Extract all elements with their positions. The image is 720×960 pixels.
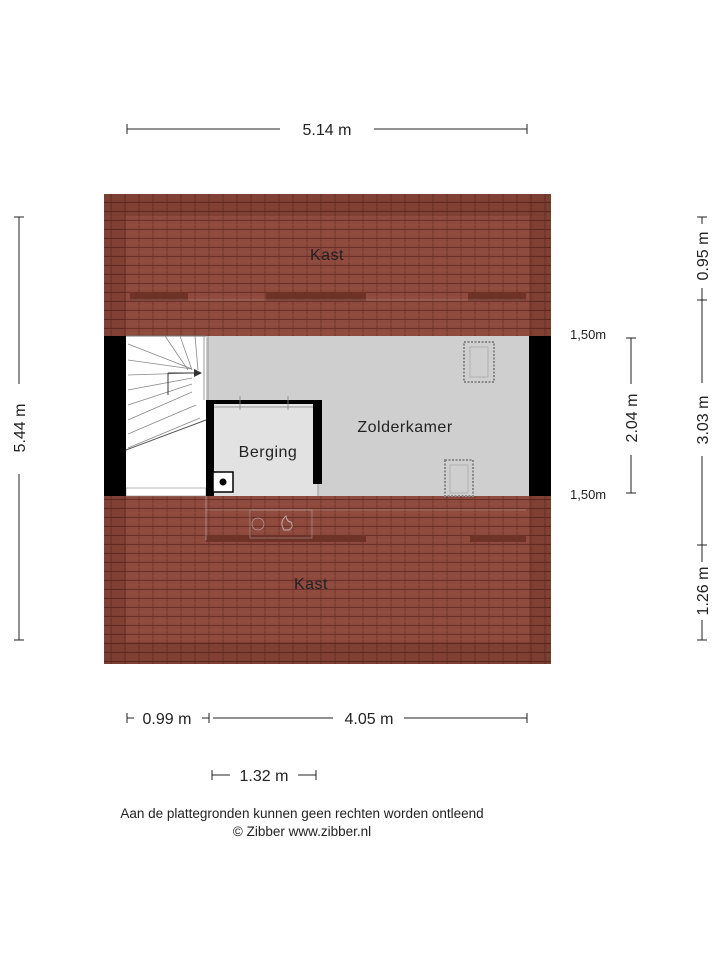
wall-left bbox=[104, 336, 126, 496]
staircase bbox=[126, 336, 208, 496]
footer-copyright: © Zibber www.zibber.nl bbox=[232, 824, 372, 839]
dimension-stair-label: 1.32 m bbox=[239, 768, 289, 785]
dimension-right-top-label: 0.95 m bbox=[695, 231, 712, 281]
footer-disclaimer: Aan de plattegronden kunnen geen rechten worden ontleend bbox=[120, 806, 484, 821]
room-label-zolderkamer: Zolderkamer bbox=[357, 419, 453, 436]
dimension-bottom-left-label: 0.99 m bbox=[142, 711, 192, 728]
dimension-right-middle-label: 3.03 m bbox=[695, 395, 712, 445]
ceiling-height-top: 1,50m bbox=[570, 327, 607, 342]
dimension-inner-label: 2.04 m bbox=[624, 393, 641, 443]
dimension-left-label: 5.44 m bbox=[12, 403, 29, 453]
ceiling-height-bottom: 1,50m bbox=[570, 487, 607, 502]
dimension-top-label: 5.14 m bbox=[302, 122, 352, 139]
room-label-berging: Berging bbox=[238, 444, 298, 461]
wall-right bbox=[529, 336, 551, 496]
room-label-kast-bottom: Kast bbox=[293, 576, 329, 593]
roof-top bbox=[104, 194, 551, 336]
dimension-right-bottom-label: 1.26 m bbox=[695, 566, 712, 616]
skylight-top bbox=[464, 342, 494, 382]
room-label-kast-top: Kast bbox=[309, 247, 345, 264]
skylight-bottom bbox=[445, 460, 473, 496]
dimension-bottom-right-label: 4.05 m bbox=[344, 711, 394, 728]
